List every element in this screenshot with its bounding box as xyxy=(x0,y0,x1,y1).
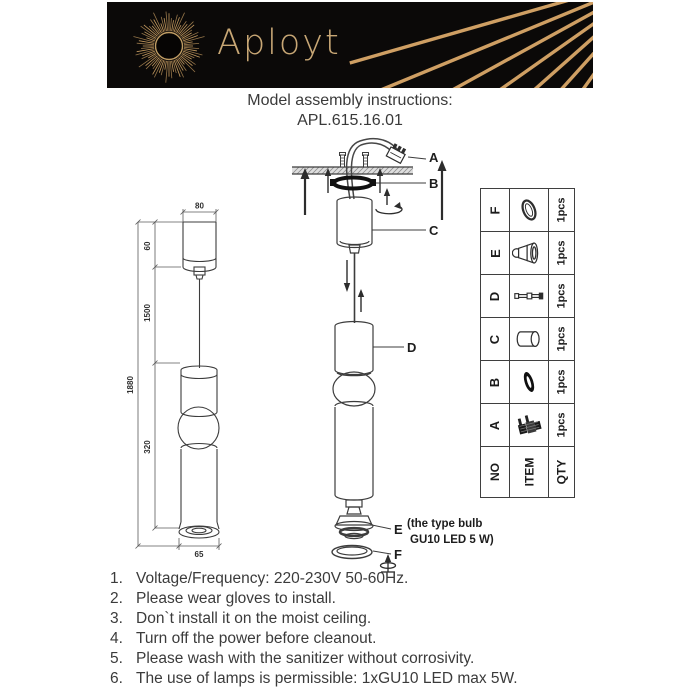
callout-c: C xyxy=(429,223,439,238)
part-no-a: A xyxy=(481,404,510,447)
part-no-e: E xyxy=(481,232,510,275)
model-number: APL.615.16.01 xyxy=(297,112,403,129)
dim-top-width: 80 xyxy=(195,201,204,211)
callout-e: E xyxy=(394,522,403,537)
instruction-4: 4. Turn off the power before cleanout. xyxy=(110,630,377,647)
part-qty-e: 1pcs xyxy=(549,232,574,275)
seal-ring-icon xyxy=(510,361,549,404)
pendant-outline xyxy=(178,222,219,538)
instruction-5: 5. Please wash with the sanitizer without corrosivity. xyxy=(110,650,475,667)
bulb-note-line2: GU10 LED 5 W) xyxy=(410,534,494,546)
page-title: Model assembly instructions: xyxy=(247,92,453,109)
instructions-list xyxy=(110,569,518,689)
terminal-block xyxy=(386,143,407,164)
instruction-2: 2. Please wear gloves to install. xyxy=(110,590,336,607)
callout-d: D xyxy=(407,340,417,355)
part-qty-d: 1pcs xyxy=(549,275,574,318)
part-qty-f: 1pcs xyxy=(549,189,574,232)
instruction-6: 6. The use of lamps is permissible: 1xGU10 LED max 5W. xyxy=(110,670,518,687)
part-qty-b: 1pcs xyxy=(549,361,574,404)
instruction-1: 1. Voltage/Frequency: 220-230V 50-60Hz. xyxy=(110,570,409,587)
callout-b: B xyxy=(429,176,439,191)
dim-bottom-diameter: 65 xyxy=(194,550,204,559)
ceiling xyxy=(292,167,413,174)
part-no-f: F xyxy=(481,189,510,232)
callout-a: A xyxy=(429,150,439,165)
parts-table xyxy=(480,188,575,498)
instruction-3: 3. Don`t install it on the moist ceiling. xyxy=(110,610,372,627)
header-item: ITEM xyxy=(510,447,549,497)
assembly-exploded-drawing xyxy=(280,135,495,575)
bulb-note-line1: (the type bulb xyxy=(407,518,483,530)
dim-body-height: 320 xyxy=(143,440,152,454)
part-no-d: D xyxy=(481,275,510,318)
ray-fan-icon xyxy=(107,2,593,88)
header-qty: QTY xyxy=(554,459,569,485)
part-qty-a: 1pcs xyxy=(549,404,574,447)
brand-name: Aployt xyxy=(217,23,341,63)
part-no-c: C xyxy=(481,318,510,361)
pin-connector-icon xyxy=(510,275,549,318)
callout-lines xyxy=(372,157,426,554)
canopy-cup-icon xyxy=(510,318,549,361)
dim-cord-length: 1500 xyxy=(143,304,152,322)
mounting-ring xyxy=(330,178,376,189)
part-qty-c: 1pcs xyxy=(549,318,574,361)
lamp-body xyxy=(332,322,375,559)
dimension-lines xyxy=(136,209,222,550)
gu10-bulb-icon xyxy=(510,232,549,275)
pendant-dimension-drawing xyxy=(125,192,275,572)
dim-overall-height: 1880 xyxy=(126,376,135,394)
part-no-b: B xyxy=(481,361,510,404)
anchor-kit-icon xyxy=(510,404,549,447)
dim-canopy-height: 60 xyxy=(143,241,152,251)
title-block xyxy=(0,91,700,131)
brand-banner xyxy=(107,2,593,88)
header-no: NO xyxy=(481,447,510,497)
callout-f: F xyxy=(394,547,402,562)
decor-ring-icon xyxy=(510,189,549,232)
canopy xyxy=(337,197,372,253)
